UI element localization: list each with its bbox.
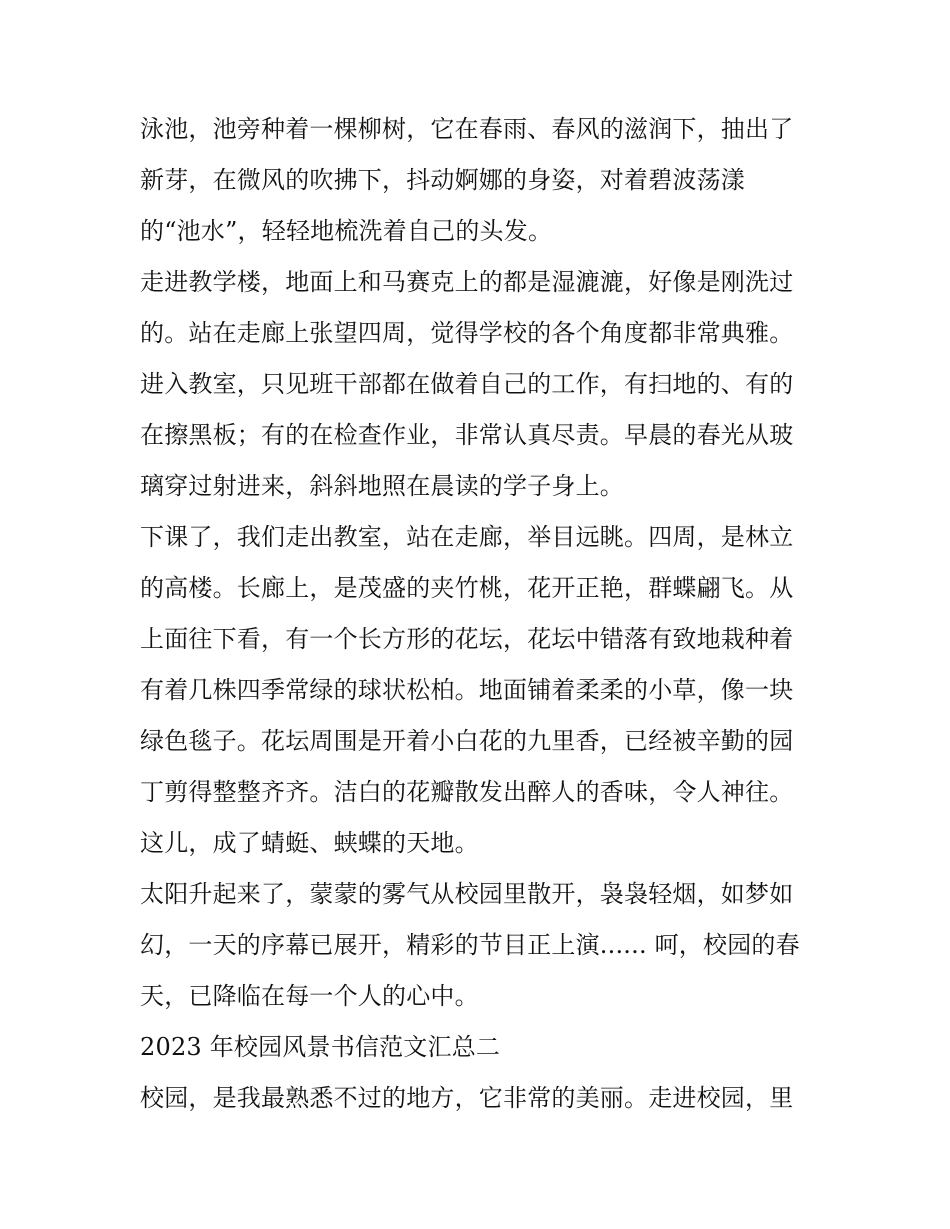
paragraph-line: 在擦黑板；有的在检查作业，非常认真尽责。早晨的春光从玻 (140, 421, 794, 449)
paragraph-line: 太阳升起来了，蒙蒙的雾气从校园里散开，袅袅轻烟，如梦如 (140, 880, 794, 908)
paragraph-line: 丁剪得整整齐齐。洁白的花瓣散发出醉人的香味，令人神往。 (140, 778, 794, 806)
paragraph-line: 的。站在走廊上张望四周，觉得学校的各个角度都非常典雅。 (140, 319, 794, 347)
paragraph-line: 的高楼。长廊上，是茂盛的夹竹桃，花开正艳，群蝶翩飞。从 (140, 574, 794, 602)
paragraph-line: 进入教室，只见班干部都在做着自己的工作，有扫地的、有的 (140, 370, 794, 398)
paragraph-line: 幻，一天的序幕已展开，精彩的节目正上演...... 呵，校园的春 (140, 931, 800, 959)
paragraph-line: 走进教学楼，地面上和马赛克上的都是湿漉漉，好像是刚洗过 (140, 268, 794, 296)
section-heading: 2023 年校园风景书信范文汇总二 (140, 1033, 501, 1061)
paragraph-line: 校园，是我最熟悉不过的地方，它非常的美丽。走进校园，里 (140, 1084, 794, 1112)
paragraph-line: 天，已降临在每一个人的心中。 (140, 982, 479, 1010)
paragraph-line: 绿色毯子。花坛周围是开着小白花的九里香，已经被辛勤的园 (140, 727, 794, 755)
paragraph-line: 璃穿过射进来，斜斜地照在晨读的学子身上。 (140, 472, 624, 500)
paragraph-line: 新芽，在微风的吹拂下，抖动婀娜的身姿，对着碧波荡漾 (140, 166, 745, 194)
paragraph-line: 上面往下看，有一个长方形的花坛，花坛中错落有致地栽种着 (140, 625, 794, 653)
paragraph-line: 下课了，我们走出教室，站在走廊，举目远眺。四周，是林立 (140, 523, 794, 551)
paragraph-line: 的“池水”，轻轻地梳洗着自己的头发。 (140, 217, 553, 245)
paragraph-line: 有着几株四季常绿的球状松柏。地面铺着柔柔的小草，像一块 (140, 676, 794, 704)
paragraph-line: 泳池，池旁种着一棵柳树，它在春雨、春风的滋润下，抽出了 (140, 115, 794, 143)
paragraph-line: 这儿，成了蜻蜓、蛱蝶的天地。 (140, 829, 479, 857)
